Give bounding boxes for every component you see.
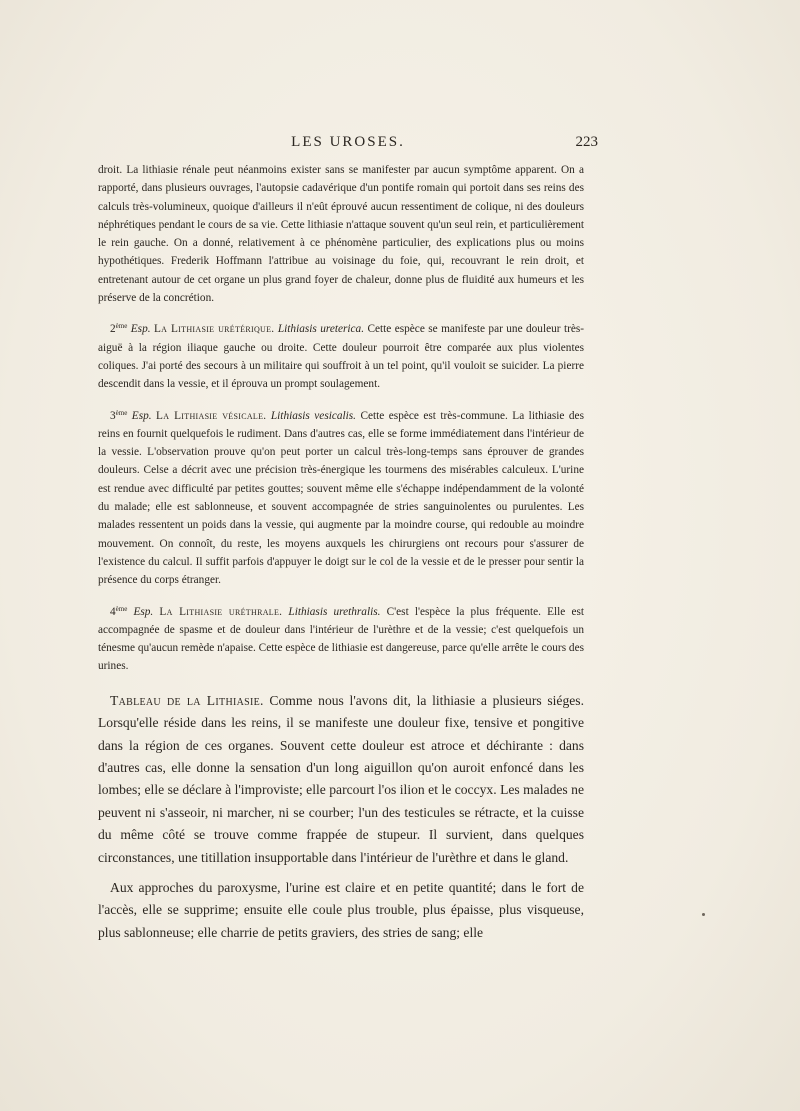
species-number: 2ème — [110, 322, 128, 336]
small-type-section — [98, 161, 584, 676]
species-abbrev: Esp. — [133, 605, 154, 618]
page-number: 223 — [575, 134, 598, 150]
species-text: Cette espèce se manifeste par une douleur très-aiguë à la région iliaque gauche ou droite. Cette douleur pourroit être comparée aux plus violentes coliques. J'ai porté des secours à un militaire qui souffroit à un tel point, qu'il vouloit se suicider. La pierre descendit dans la vessie, et il éprouva un prompt soulagement. — [98, 323, 585, 391]
species-abbrev: Esp. — [131, 409, 152, 422]
species-abbrev: Esp. — [130, 323, 151, 336]
last-paragraph: Aux approches du paroxysme, l'urine est claire et en petite quantité; dans le fort de l'accès, elle se supprime; ensuite elle coule plus trouble, plus épaisse, plus visqueuse, plus sablonneuse; elle charrie de petits graviers, des stries de sang; elle — [98, 879, 584, 940]
tableau-text: Comme nous l'avons dit, la lithiasie a plusieurs siéges. Lorsqu'elle réside dans les reins, il se manifeste une douleur fixe, tensive et pongitive dans la région de ces organes. Souvent cette douleur est atroce et déchirante : dans d'autres cas, elle donne la sensation d'un long aiguillon qu'on auroit enfoncé dans les lombes; elle se déclare à l'improviste; elle parcourt l'os ilion et le coccyx. Les malades ne peuvent ni s'asseoir, ni marcher, ni se courber; l'un des testicules se rétracte, et la cuisse du même côté se trouve comme frappée de stupeur. Il survient, dans quelques circonstances, une titillation insupportable dans l'intérieur de l'urèthre et dans le gland. — [98, 692, 584, 865]
page-header — [98, 134, 598, 156]
species-name: La Lithiasie uréthrale. — [159, 605, 283, 618]
intro-paragraph: droit. La lithiasie rénale peut néanmoins exister sans se manifester par aucun symptôme apparent. On a rapporté, dans plusieurs ouvrages, l'autopsie cadavérique d'un pontife romain qui portoit dans ses reins des calculs très-volumineux, quoique d'ailleurs il n'eût éprouvé aucun ressentiment de colique, ni des douleurs néphrétiques pendant le cours de sa vie. Cette lithiasie n'attaque souvent qu'un seul rein, et particulièrement le rein gauche. On a donné, relativement à ce phénomène particulier, des explications plus ou moins hypothétiques. Frederik Hoffmann l'attribue au voisinage du foie, qui, recouvrant le rein droit, et entretenant autour de cet organe un plus grand foyer de chaleur, donne plus de fluidité aux humeurs et les préserve de la concrétion. — [98, 164, 584, 305]
tableau-heading: Tableau de la Lithiasie. — [110, 692, 264, 708]
tableau-paragraph — [98, 690, 584, 869]
species-text: C'est l'espèce la plus fréquente. Elle est accompagnée de spasme et de douleur dans l'intérieur de l'urèthre et de la vessie; c'est quelquefois un ténesme qu'aucun remède n'apaise. Cette espèce de lithiasie est dangereuse, parce qu'elle arrête le cours des urines. — [98, 605, 584, 673]
species-number: 3ème — [110, 408, 128, 422]
species-name: La Lithiasie vésicale. — [156, 409, 267, 422]
species-latin: Lithiasis urethralis. — [288, 605, 381, 618]
species-paragraph-3 — [98, 404, 584, 590]
species-paragraph-4 — [98, 600, 584, 676]
species-number: 4ème — [110, 604, 128, 618]
species-name: La Lithiasie urétérique. — [153, 323, 275, 336]
species-latin: Lithiasis ureterica. — [277, 323, 365, 336]
species-text: Cette espèce est très-commune. La lithiasie des reins en fournit quelquefois le rudiment. Dans d'autres cas, elle se forme immédiatement dans l'intérieur de la vessie. L'observation prouve qu'on peut porter un calcul très-long-temps sans éprouver de grandes douleurs. Celse a décrit avec une précision très-énergique les tourmens des misérables calculeux. L'urine est rendue avec difficulté par petites gouttes; souvent même elle s'échappe indépendamment de la volonté du malade; elle est sablonneuse, et souvent accompagnée de stries sanguinolentes ou purulentes. Les malades ressentent un poids dans la vessie, qui augmente par la moindre course, qui redouble au moindre mouvement. On connoît, du reste, les moyens auxquels les chirurgiens ont recours pour s'assurer de l'existence du calcul. Il suffit parfois d'appuyer le doigt sur le col de la vessie et de le presser pour sentir la présence du corps étranger. — [98, 409, 584, 587]
body-text — [98, 161, 584, 944]
species-latin: Lithiasis vesicalis. — [270, 409, 357, 422]
large-type-section — [98, 690, 584, 944]
ink-speck — [702, 913, 705, 916]
species-paragraph-2 — [98, 317, 584, 393]
running-title: LES UROSES. — [291, 134, 405, 150]
